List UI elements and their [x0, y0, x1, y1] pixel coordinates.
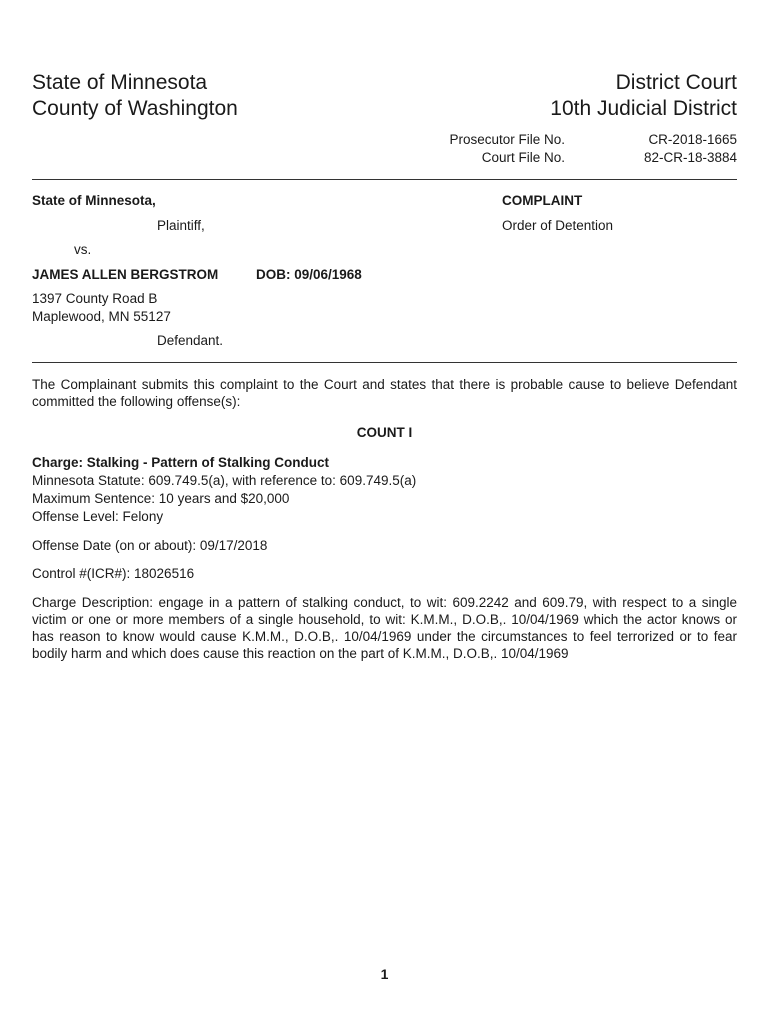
- charge-block: [32, 454, 737, 526]
- page-number: 1: [380, 966, 389, 982]
- offense-date-line: Offense Date (on or about): 09/17/2018: [32, 538, 268, 553]
- defendant-role: Defendant.: [157, 333, 224, 348]
- charge-description: Charge Description: engage in a pattern of stalking conduct, to wit: 609.2242 and 609.79, with respect to a single victim or one or more members of a single household, to wit: K.M.M., D.O.B,. 10/04/1969 which the actor knows or has reason to know would cause K.M.M., D.O.B,. 10/04/1969 under the circumstances to feel terrorized or to fear bodily harm and which does cause this reaction on the part of K.M.M., D.O.B,. 10/04/1969: [32, 595, 737, 661]
- defendant-name: JAMES ALLEN BERGSTROM: [32, 267, 219, 282]
- court-file-value: 82-CR-18-3884: [643, 150, 737, 165]
- document-subtype: Order of Detention: [502, 218, 614, 233]
- control-number-line: Control #(ICR#): 18026516: [32, 566, 195, 581]
- court-heading: District Court: [615, 71, 737, 94]
- header-left: [32, 70, 238, 122]
- plaintiff-role: Plaintiff,: [157, 218, 205, 233]
- caption-bottom-rule: [32, 362, 737, 363]
- prosecutor-file-row: [407, 131, 737, 149]
- offense-level-line: Offense Level: Felony: [32, 509, 164, 524]
- document-type: COMPLAINT: [502, 193, 583, 208]
- state-heading: State of Minnesota: [32, 71, 208, 94]
- versus-text: vs.: [74, 242, 92, 257]
- prosecutor-file-value: CR-2018-1665: [648, 132, 737, 147]
- district-heading: 10th Judicial District: [550, 97, 737, 120]
- plaintiff-name: State of Minnesota,: [32, 193, 156, 208]
- complaint-page: [32, 0, 737, 1024]
- county-heading: County of Washington: [32, 97, 238, 120]
- court-file-label: Court File No.: [481, 150, 565, 165]
- header-right: [550, 70, 737, 122]
- max-sentence-line: Maximum Sentence: 10 years and $20,000: [32, 491, 290, 506]
- file-numbers: [407, 131, 737, 167]
- prosecutor-file-label: Prosecutor File No.: [449, 132, 565, 147]
- statute-line: Minnesota Statute: 609.749.5(a), with reference to: 609.749.5(a): [32, 473, 417, 488]
- court-file-row: [407, 149, 737, 167]
- defendant-address-line1: 1397 County Road B: [32, 291, 158, 306]
- count-heading: COUNT I: [356, 425, 413, 440]
- defendant-dob: DOB: 09/06/1968: [256, 267, 362, 282]
- charge-title: Charge: Stalking - Pattern of Stalking Conduct: [32, 455, 330, 470]
- intro-paragraph: The Complainant submits this complaint to the Court and states that there is probable cause to believe Defendant committed the following offense(s):: [32, 377, 737, 409]
- caption-top-rule: [32, 179, 737, 180]
- court-header: [32, 70, 737, 126]
- defendant-address-line2: Maplewood, MN 55127: [32, 309, 171, 324]
